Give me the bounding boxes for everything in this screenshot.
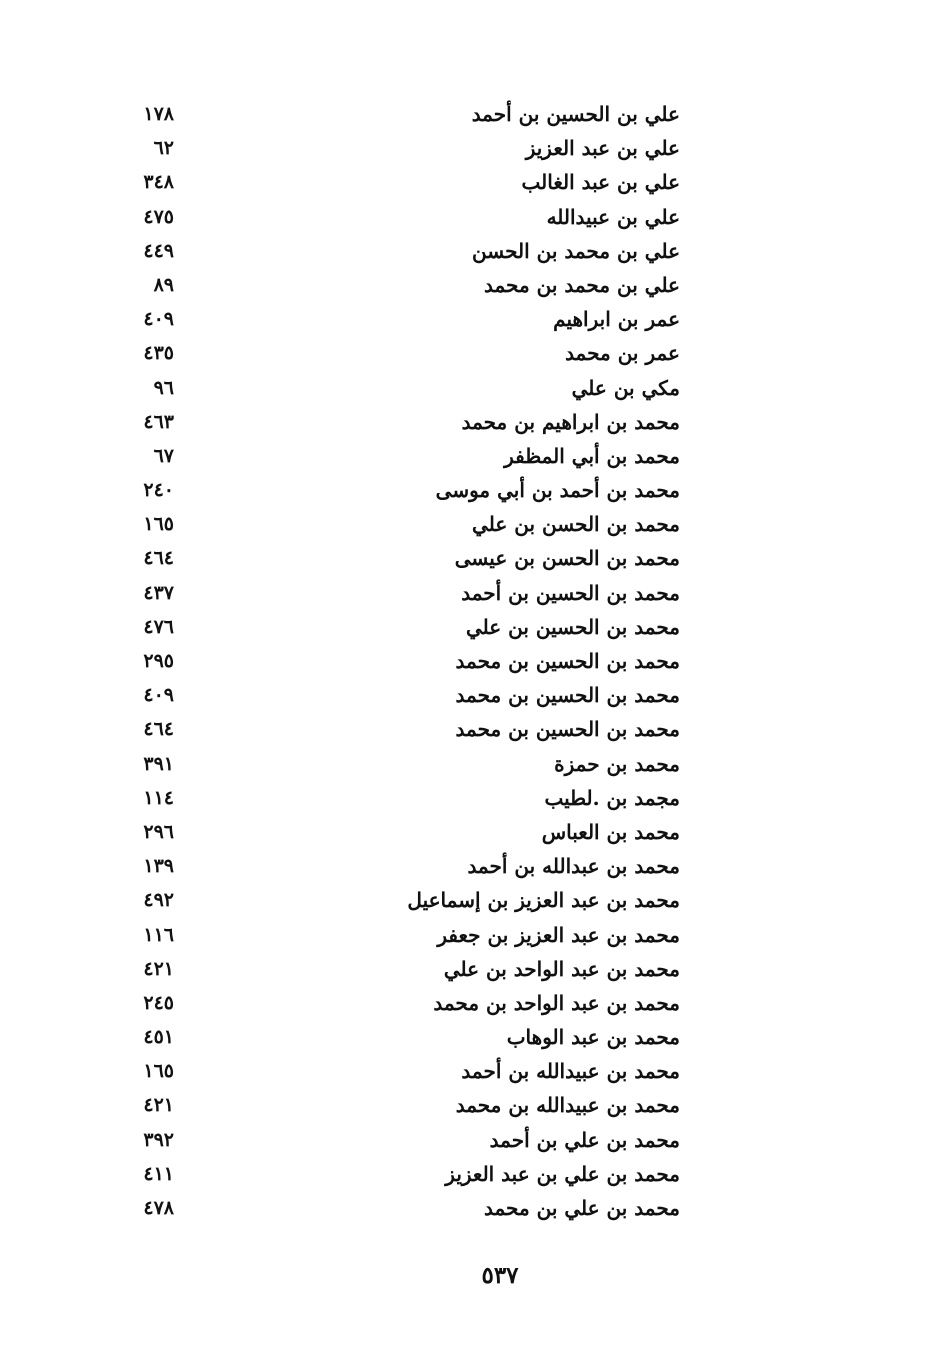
entry-name: محمد بن أبي المظفر (504, 443, 680, 468)
entry-page-number: ١١٦ (143, 923, 174, 946)
entry-page-number: ٤٥١ (143, 1026, 174, 1049)
index-entry (120, 165, 682, 199)
index-entry (120, 97, 682, 131)
entry-name: محمد بن الحسين بن علي (465, 614, 680, 639)
entry-name: محمد بن علي بن عبد العزيز (445, 1161, 680, 1186)
entry-page-number: ٤١١ (143, 1162, 174, 1185)
entry-name: عمر بن محمد (565, 341, 680, 366)
entry-page-number: ٤٣٧ (143, 581, 174, 604)
index-entry (120, 952, 682, 986)
entry-page-number: ٤٢١ (143, 1094, 174, 1117)
index-entry (120, 268, 682, 302)
entry-page-number: ٤٢١ (143, 957, 174, 980)
index-entry (120, 849, 682, 883)
name-index-list (120, 97, 682, 1225)
entry-name: علي بن الحسين بن أحمد (471, 102, 680, 126)
entry-name: محمد بن الحسين بن أحمد (461, 580, 680, 605)
entry-page-number: ١١٤ (143, 786, 174, 809)
entry-page-number: ١٦٥ (143, 1060, 174, 1083)
index-entry (120, 302, 682, 336)
entry-page-number: ٤٠٩ (143, 308, 174, 331)
entry-page-number: ٩٦ (153, 376, 174, 399)
entry-name: عمر بن ابراهيم (553, 307, 680, 332)
entry-name: محمد بن العباس (541, 819, 680, 844)
entry-name: محمد بن أحمد بن أبي موسى (435, 478, 680, 503)
index-entry (120, 678, 682, 712)
entry-name: علي بن محمد بن محمد (483, 272, 680, 297)
entry-name: محمد بن الحسين بن محمد (455, 683, 680, 708)
entry-page-number: ١٧٨ (143, 103, 174, 125)
entry-name: محمد بن عبيدالله بن محمد (455, 1093, 680, 1118)
index-entry (120, 405, 682, 439)
index-entry (120, 610, 682, 644)
index-entry (120, 507, 682, 541)
index-entry (120, 336, 682, 370)
entry-page-number: ٤٧٦ (143, 615, 174, 638)
index-entry (120, 131, 682, 165)
entry-name: محمد بن الحسن بن عيسى (454, 546, 680, 571)
entry-name: محمد بن حمزة (554, 751, 680, 776)
entry-page-number: ٤٧٥ (143, 205, 174, 228)
index-entry (120, 1088, 682, 1122)
entry-name: محمد بن عبدالله بن أحمد (467, 854, 680, 879)
entry-name: علي بن عبيدالله (546, 204, 680, 229)
entry-page-number: ٤٦٤ (143, 718, 174, 741)
index-entry (120, 712, 682, 746)
entry-page-number: ٢٩٦ (143, 820, 174, 843)
entry-name: محمد بن عبيدالله بن أحمد (461, 1059, 680, 1084)
index-entry (120, 1020, 682, 1054)
index-entry (120, 815, 682, 849)
entry-name: علي بن عبد الغالب (521, 170, 680, 195)
entry-name: محمد بن علي بن أحمد (489, 1127, 680, 1152)
entry-page-number: ٣٤٨ (143, 171, 174, 194)
index-entry (120, 747, 682, 781)
entry-name: محمد بن الحسين بن محمد (455, 717, 680, 742)
index-entry (120, 918, 682, 952)
entry-name: محمد بن عبد الواحد بن علي (443, 956, 680, 981)
entry-page-number: ٢٤٥ (143, 991, 174, 1014)
entry-name: مكي بن علي (571, 375, 680, 400)
entry-name: محمد بن عبد العزيز بن إسماعيل (407, 888, 680, 913)
index-entry (120, 439, 682, 473)
entry-name: محمد بن عبد العزيز بن جعفر (437, 922, 680, 947)
index-entry (120, 1191, 682, 1225)
entry-name: مجمد بن .لطيب (544, 785, 680, 810)
index-entry (120, 644, 682, 678)
entry-page-number: ٤٧٨ (143, 1197, 174, 1219)
index-entry (120, 1123, 682, 1157)
index-entry (120, 234, 682, 268)
index-entry (120, 1054, 682, 1088)
entry-page-number: ٦٧ (153, 444, 174, 467)
entry-name: محمد بن عبد الوهاب (506, 1025, 680, 1050)
index-entry (120, 986, 682, 1020)
entry-page-number: ٣٩٢ (143, 1128, 174, 1151)
index-entry (120, 781, 682, 815)
entry-page-number: ٨٩ (153, 273, 174, 296)
entry-name: محمد بن ابراهيم بن محمد (461, 409, 680, 434)
entry-name: محمد بن علي بن محمد (483, 1196, 680, 1220)
entry-page-number: ٤٠٩ (143, 684, 174, 707)
entry-name: محمد بن عبد الواحد بن محمد (433, 990, 680, 1015)
entry-page-number: ٤٣٥ (143, 342, 174, 365)
entry-page-number: ٢٩٥ (143, 650, 174, 672)
entry-page-number: ٤٦٣ (143, 410, 174, 433)
index-entry (120, 576, 682, 610)
entry-name: محمد بن الحسين بن محمد (455, 649, 680, 673)
index-entry (120, 541, 682, 575)
entry-page-number: ١٣٩ (143, 855, 174, 878)
entry-page-number: ٢٤٠ (143, 479, 174, 502)
entry-name: علي بن محمد بن الحسن (472, 238, 680, 263)
entry-page-number: ٣٩١ (143, 752, 174, 775)
entry-page-number: ٤٦٤ (143, 547, 174, 570)
index-entry (120, 371, 682, 405)
entry-name: محمد بن الحسن بن علي (472, 512, 680, 537)
index-entry (120, 473, 682, 507)
entry-page-number: ٦٢ (153, 137, 174, 160)
entry-page-number: ٤٩٢ (143, 889, 174, 912)
entry-page-number: ١٦٥ (143, 513, 174, 536)
index-entry (120, 1157, 682, 1191)
index-entry (120, 883, 682, 917)
page-number: ٥٣٧ (481, 1262, 519, 1289)
entry-page-number: ٤٤٩ (143, 239, 174, 262)
entry-name: علي بن عبد العزيز (525, 136, 680, 161)
index-entry (120, 200, 682, 234)
